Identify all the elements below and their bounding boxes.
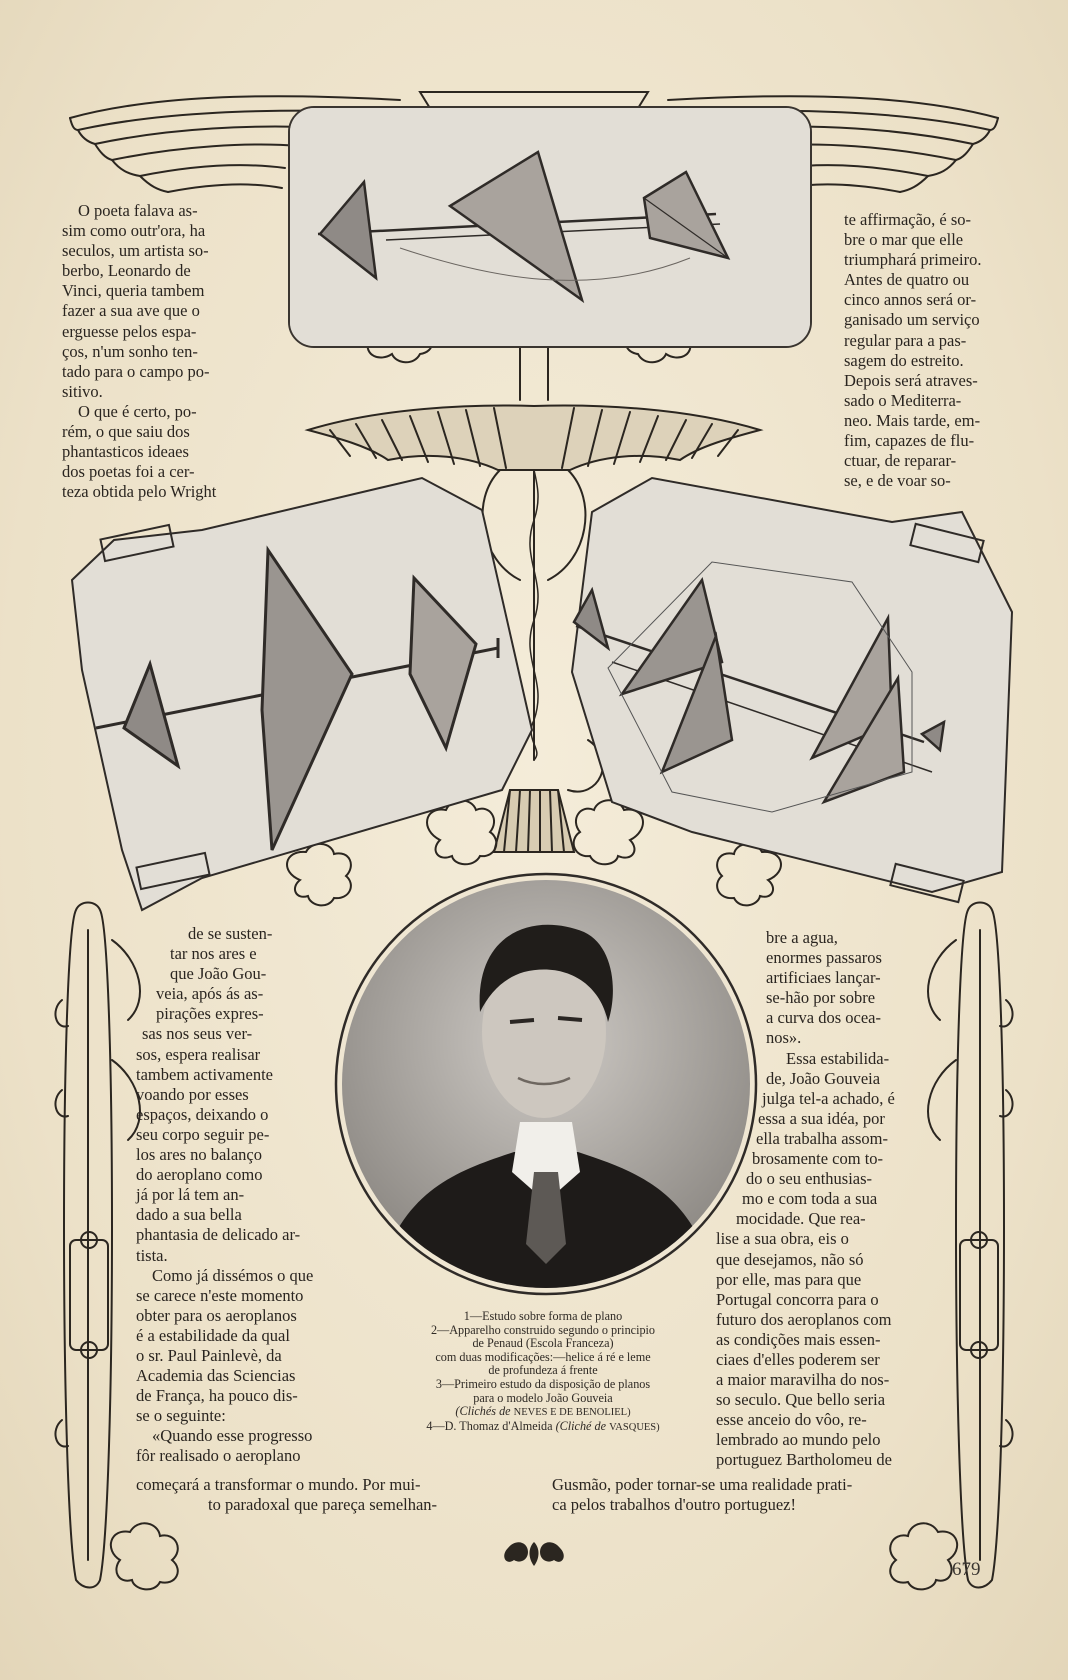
text-line: Essa estabilida-	[786, 1048, 890, 1068]
caption-line: de Penaud (Escola Franceza)	[472, 1336, 614, 1351]
caption-credit-names: NEVES E DE BENOLIEL)	[513, 1407, 631, 1419]
text-line: se, e de voar so-	[844, 471, 951, 491]
caption-credit-line	[378, 1405, 708, 1420]
caption-line: 1—Estudo sobre forma de plano	[463, 1309, 623, 1323]
text-line: Antes de quatro ou	[844, 270, 970, 290]
caption-line: com duas modificações:—helice á ré e leme	[435, 1349, 651, 1364]
text-line: o sr. Paul Painlevè, da	[136, 1345, 282, 1365]
photo-gouveia-plane-layout	[552, 472, 1022, 917]
text-line: de se susten-	[188, 924, 273, 943]
text-line: neo. Mais tarde, em-	[844, 410, 981, 430]
text-line: tambem activamente	[136, 1064, 273, 1084]
text-line: nos».	[766, 1028, 802, 1048]
text-line: sado o Mediterra-	[844, 390, 962, 410]
text-line: dado a sua bella	[136, 1205, 242, 1225]
text-line: regular para a pas-	[844, 330, 967, 350]
text-line: dos poetas foi a cer-	[62, 462, 195, 482]
text-line: mo e com toda a sua	[742, 1189, 878, 1209]
text-line: por elle, mas para que	[716, 1269, 862, 1289]
text-line: teza obtida pelo Wright	[62, 482, 217, 502]
text-line: as condições mais essen-	[716, 1329, 881, 1349]
caption-credit-names: VASQUES)	[609, 1421, 660, 1433]
text-line: seu corpo seguir pe-	[136, 1124, 270, 1144]
text-line: se-hão por sobre	[766, 988, 876, 1008]
text-line: Vinci, queria tambem	[62, 281, 205, 301]
caption-portrait-line	[378, 1420, 708, 1435]
text-line: to paradoxal que pareça semelhan-	[208, 1495, 438, 1515]
text-line: O que é certo, po-	[78, 401, 197, 421]
text-line: O poeta falava as-	[78, 201, 198, 220]
caption-line: 3—Primeiro estudo da disposição de planos	[435, 1376, 651, 1391]
photo-plane-shape-study	[288, 106, 812, 348]
text-line: «Quando esse progresso	[152, 1426, 313, 1446]
text-line: ços, n'um sonho ten-	[62, 341, 198, 361]
text-line: rém, o que saiu dos	[62, 422, 190, 442]
text-line: esse anceio do vôo, re-	[716, 1410, 867, 1430]
text-line: lembrado ao mundo pelo	[716, 1430, 881, 1450]
text-line: obter para os aeroplanos	[136, 1305, 297, 1325]
text-line: tado para o campo po-	[62, 361, 210, 381]
text-line: é a estabilidade da qual	[136, 1325, 290, 1345]
caption-line: de profundeza á frente	[488, 1363, 598, 1378]
photo-penaud-apparatus	[62, 470, 542, 915]
text-line: sas nos seus ver-	[142, 1024, 253, 1044]
text-line: triumphará primeiro.	[844, 250, 982, 270]
caption-credit-label: (Clichés de	[455, 1404, 511, 1419]
text-line: a curva dos ocea-	[766, 1008, 881, 1028]
text-line: pirações expres-	[156, 1004, 264, 1024]
text-line: fazer a sua ave que o	[62, 301, 200, 321]
text-line: phantasia de delicado ar-	[136, 1225, 301, 1245]
text-line: berbo, Leonardo de	[62, 261, 191, 281]
text-line: Academia das Sciencias	[136, 1366, 296, 1386]
text-line: sitivo.	[62, 381, 103, 401]
caption-line: para o modelo João Gouveia	[473, 1390, 613, 1405]
caption-credit-label: (Cliché de	[555, 1418, 607, 1433]
text-line: mocidade. Que rea-	[736, 1209, 866, 1229]
text-line: brosamente com to-	[752, 1149, 884, 1169]
text-bottom-left	[136, 1475, 536, 1515]
text-line: se o seguinte:	[136, 1406, 226, 1426]
text-line: futuro dos aeroplanos com	[716, 1309, 892, 1329]
text-line: lise a sua obra, eis o	[716, 1229, 849, 1249]
text-line: ciaes d'elles poderem ser	[716, 1349, 880, 1369]
caption-line: 2—Apparelho construido segundo o principio	[430, 1322, 656, 1337]
text-line: los ares no balanço	[136, 1145, 262, 1165]
text-line: cinco annos será or-	[844, 290, 977, 310]
text-line: tar nos ares e	[170, 944, 257, 964]
text-line: tista.	[136, 1245, 168, 1265]
text-line: ca pelos trabalhos d'outro portuguez!	[552, 1495, 796, 1515]
text-line: sagem do estreito.	[844, 350, 964, 370]
text-line: ella trabalha assom-	[756, 1128, 888, 1148]
text-line: se carece n'este momento	[136, 1285, 304, 1305]
text-line: ganisado um serviço	[844, 310, 980, 330]
text-line: de, João Gouveia	[766, 1068, 881, 1088]
text-line: seculos, um artista so-	[62, 241, 209, 261]
figure-caption	[378, 1310, 708, 1434]
text-line: portuguez Bartholomeu de	[716, 1450, 892, 1470]
text-column-top-right	[844, 210, 1024, 491]
text-line: começará a transformar o mundo. Por mui-	[136, 1475, 421, 1494]
text-line: artificiaes lançar-	[766, 968, 881, 988]
text-column-top-left	[62, 201, 255, 502]
text-line: so seculo. Que bello seria	[716, 1390, 886, 1410]
text-line: de França, ha pouco dis-	[136, 1386, 298, 1406]
text-line: Gusmão, poder tornar-se uma realidade prati-	[552, 1475, 853, 1494]
text-line: que João Gou-	[170, 964, 267, 984]
fleuron-ornament	[504, 1542, 564, 1566]
text-line: Portugal concorra para o	[716, 1289, 879, 1309]
text-column-mid-right	[716, 928, 952, 1471]
text-line: sim como outr'ora, ha	[62, 221, 206, 241]
text-line: do o seu enthusias-	[746, 1169, 873, 1189]
text-line: espaços, deixando o	[136, 1104, 269, 1124]
text-column-mid-left	[136, 924, 372, 1467]
text-line: julga tel-a achado, é	[762, 1088, 895, 1108]
page-number: 679	[952, 1559, 981, 1580]
text-line: do aeroplano como	[136, 1165, 263, 1185]
text-line: phantasticos ideaes	[62, 442, 189, 462]
text-line: Como já dissémos o que	[152, 1265, 314, 1285]
text-line: veia, após ás as-	[156, 984, 264, 1004]
text-line: a maior maravilha do nos-	[716, 1370, 890, 1390]
text-line: enormes passaros	[766, 948, 882, 968]
text-line: já por lá tem an-	[136, 1185, 245, 1205]
caption-portrait-name: 4—D. Thomaz d'Almeida	[426, 1418, 553, 1433]
text-line: fim, capazes de flu-	[844, 431, 975, 451]
text-line: que desejamos, não só	[716, 1249, 864, 1269]
text-line: sos, espera realisar	[136, 1044, 261, 1064]
text-line: Depois será atraves-	[844, 370, 978, 390]
text-line: fôr realisado o aeroplano	[136, 1446, 301, 1466]
portrait-thomaz-almeida	[334, 872, 758, 1296]
text-line: ctuar, de reparar-	[844, 451, 957, 471]
text-line: bre o mar que elle	[844, 230, 964, 250]
text-line: bre a agua,	[766, 928, 838, 947]
text-line: essa a sua idéa, por	[758, 1108, 885, 1128]
text-bottom-right	[552, 1475, 952, 1515]
text-line: voando por esses	[136, 1084, 249, 1104]
text-line: te affirmação, é so-	[844, 210, 972, 229]
text-line: erguesse pelos espa-	[62, 321, 197, 341]
